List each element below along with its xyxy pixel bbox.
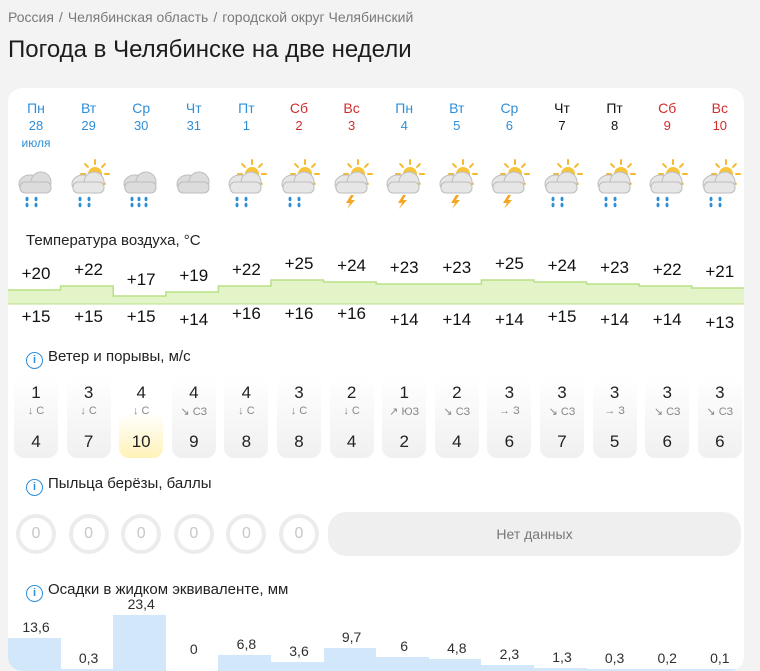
- temperature-max: +23: [389, 258, 419, 277]
- wind-gust: 6: [715, 432, 725, 451]
- precipitation-bar: [218, 655, 271, 671]
- wind-speed: 4: [189, 383, 199, 402]
- wind-speed: 4: [136, 383, 146, 402]
- wind-speed: 3: [83, 383, 94, 402]
- wind-direction: ↓ С: [27, 405, 45, 417]
- wind-speed: 1: [31, 383, 41, 402]
- wind-gust: 8: [241, 432, 252, 451]
- temperature-title: Температура воздуха, °C: [26, 232, 201, 249]
- temperature-max: +25: [494, 254, 524, 273]
- wind-direction: ↘ СЗ: [706, 406, 734, 418]
- temperature-min: +14: [389, 310, 419, 329]
- wind-speed: 3: [504, 383, 515, 402]
- temperature-min: +15: [547, 307, 577, 326]
- day-date: 28: [28, 118, 44, 133]
- wind-direction: → З: [604, 405, 625, 417]
- precipitation-bar: [481, 665, 534, 671]
- wind-speed: 3: [609, 383, 620, 402]
- precipitation-bar: [8, 638, 61, 671]
- precipitation-value: 2,3: [499, 646, 520, 663]
- day-of-week: Ср: [500, 100, 519, 116]
- day-of-week: Чт: [554, 100, 570, 116]
- info-icon[interactable]: i: [26, 352, 43, 369]
- day-column[interactable]: [220, 100, 272, 133]
- day-date: 10: [712, 118, 728, 133]
- temperature-min: +14: [652, 310, 682, 329]
- info-icon[interactable]: i: [26, 479, 43, 496]
- day-of-week: Вт: [80, 100, 97, 116]
- wind-direction: ↘ СЗ: [443, 406, 471, 418]
- wind-gust: 4: [452, 432, 462, 451]
- day-column[interactable]: [63, 100, 115, 133]
- day-of-week: Сб: [289, 100, 309, 116]
- breadcrumb: [8, 9, 413, 25]
- day-of-week: Вс: [711, 100, 728, 116]
- cloud-heavy-rain-icon: [115, 158, 167, 210]
- day-date: 3: [347, 118, 356, 133]
- precipitation-bar: [271, 662, 324, 671]
- info-icon[interactable]: i: [26, 585, 43, 602]
- wind-direction: ↓ С: [80, 405, 97, 417]
- cloud-icon: [168, 158, 220, 210]
- sun-cloud-thunder-icon: [431, 158, 483, 210]
- precipitation-bar: [324, 648, 377, 671]
- precipitation-value: 23,4: [127, 595, 155, 612]
- day-of-week: Пн: [395, 100, 414, 116]
- pollen-value: 0: [69, 514, 109, 554]
- day-date: 2: [295, 118, 303, 133]
- sun-cloud-rain-icon: [63, 158, 115, 210]
- precipitation-value: 0,3: [78, 650, 99, 666]
- sun-cloud-rain-icon: [273, 158, 325, 210]
- temperature-max: +19: [179, 266, 209, 285]
- wind-direction: ↘ СЗ: [548, 406, 576, 418]
- temperature-min: +15: [21, 307, 51, 326]
- precipitation-value: 9,7: [341, 628, 362, 645]
- pollen-title-label: Пыльца берёзы, баллы: [48, 475, 212, 492]
- precipitation-value: 13,6: [22, 619, 50, 636]
- temperature-min: +14: [600, 310, 630, 329]
- wind-direction: ↓ С: [290, 405, 308, 417]
- breadcrumb-district[interactable]: городской округ Челябинский: [222, 9, 414, 25]
- wind-gust: 9: [189, 432, 199, 451]
- sun-cloud-thunder-icon: [326, 158, 378, 210]
- precipitation-bar: [376, 657, 429, 671]
- wind-speed: 2: [346, 383, 357, 402]
- wind-gust: 7: [557, 432, 567, 451]
- pollen-value: 0: [174, 514, 214, 554]
- precipitation-value: 3,6: [289, 643, 309, 660]
- temperature-min: +15: [126, 307, 156, 326]
- day-of-week: Ср: [132, 100, 151, 116]
- day-column[interactable]: [115, 100, 167, 133]
- sun-cloud-rain-icon: [220, 158, 272, 210]
- day-of-week: Пт: [238, 100, 255, 116]
- precipitation-value: 0,1: [710, 650, 730, 666]
- precipitation-value: 6: [400, 637, 409, 654]
- precipitation-value: 0,2: [657, 650, 677, 666]
- temperature-min: +15: [74, 307, 104, 326]
- wind-direction: ↓ С: [132, 405, 150, 417]
- precipitation-value: 4,8: [447, 640, 467, 657]
- temperature-max: +22: [231, 260, 261, 279]
- temperature-min: +14: [494, 310, 524, 329]
- wind-direction: ↘ СЗ: [653, 406, 681, 418]
- temperature-max: +24: [337, 256, 367, 275]
- day-date: 5: [453, 118, 461, 133]
- sun-cloud-rain-icon: [694, 158, 744, 210]
- wind-speed: 3: [557, 383, 567, 402]
- day-column[interactable]: [536, 100, 588, 133]
- day-column[interactable]: [273, 100, 325, 133]
- wind-gust: 6: [662, 432, 672, 451]
- temperature-min: +16: [337, 304, 367, 323]
- day-column[interactable]: [326, 100, 378, 133]
- day-column[interactable]: [10, 100, 62, 150]
- temperature-min: +16: [284, 304, 314, 323]
- wind-speed: 3: [294, 383, 304, 402]
- wind-speed: 4: [241, 383, 252, 402]
- day-column[interactable]: [483, 100, 535, 133]
- precipitation-value: 1,3: [552, 648, 572, 665]
- precipitation-value: 0: [189, 641, 198, 657]
- wind-direction: → З: [499, 405, 520, 417]
- day-date: 1: [242, 118, 250, 133]
- temperature-max: +24: [547, 256, 577, 275]
- forecast-card: [8, 88, 744, 671]
- day-column[interactable]: [694, 100, 744, 133]
- sun-cloud-thunder-icon: [483, 158, 535, 210]
- precipitation-title-label: Осадки в жидком эквиваленте, мм: [48, 581, 289, 598]
- day-date: 31: [186, 118, 202, 133]
- day-column[interactable]: [641, 100, 693, 133]
- pollen-title: [26, 475, 212, 496]
- day-date: 4: [400, 118, 408, 133]
- sun-cloud-thunder-icon: [378, 158, 430, 210]
- temperature-min: +16: [231, 304, 261, 323]
- temperature-max: +20: [21, 264, 51, 283]
- day-column[interactable]: [431, 100, 483, 133]
- temperature-max: +23: [442, 258, 472, 277]
- temperature-max: +23: [600, 258, 630, 277]
- temperature-max: +21: [705, 262, 735, 281]
- wind-direction: ↓ С: [343, 405, 360, 417]
- cloud-rain-icon: [10, 158, 62, 210]
- pollen-value: 0: [279, 514, 319, 554]
- temperature-max: +17: [126, 270, 156, 289]
- day-date: 7: [558, 118, 566, 133]
- day-of-week: Вс: [343, 100, 360, 116]
- wind-gust: 7: [83, 432, 94, 451]
- day-date: 8: [610, 118, 619, 133]
- sun-cloud-rain-icon: [589, 158, 641, 210]
- day-month: июля: [21, 136, 51, 150]
- day-of-week: Пт: [606, 100, 623, 116]
- day-column[interactable]: [589, 100, 641, 133]
- day-column[interactable]: [168, 100, 220, 133]
- wind-speed: 2: [452, 383, 462, 402]
- precipitation-value: 6,8: [236, 635, 257, 652]
- day-date: 30: [133, 118, 149, 133]
- page-title: Погода в Челябинске на две недели: [8, 36, 412, 63]
- breadcrumb-separator: /: [213, 9, 218, 25]
- temperature-max: +22: [74, 260, 104, 279]
- pollen-no-data: Нет данных: [328, 512, 741, 556]
- wind-direction: ↓ С: [238, 405, 255, 417]
- wind-direction: ↗ ЮЗ: [389, 406, 420, 418]
- wind-gust: 6: [504, 432, 515, 451]
- day-of-week: Вт: [449, 100, 465, 116]
- wind-title: [26, 348, 191, 369]
- day-of-week: Сб: [658, 100, 677, 116]
- wind-speed: 1: [399, 383, 409, 402]
- pollen-value: 0: [16, 514, 56, 554]
- day-of-week: Пн: [27, 100, 45, 116]
- breadcrumb-russia[interactable]: Россия: [8, 9, 54, 25]
- wind-gust: 8: [294, 432, 304, 451]
- day-date: 9: [663, 118, 671, 133]
- precipitation-bar: [113, 615, 166, 671]
- precipitation-value: 0,3: [604, 650, 625, 666]
- wind-title-label: Ветер и порывы, м/с: [48, 348, 191, 365]
- wind-gust: 2: [399, 432, 409, 451]
- temperature-min: +14: [179, 310, 209, 329]
- breadcrumb-separator: /: [58, 9, 63, 25]
- day-date: 6: [505, 118, 513, 133]
- temperature-max: +22: [652, 260, 682, 279]
- pollen-value: 0: [121, 514, 161, 554]
- pollen-value: 0: [226, 514, 266, 554]
- sun-cloud-rain-icon: [536, 158, 588, 210]
- sun-cloud-rain-icon: [641, 158, 693, 210]
- wind-gust: 10: [131, 432, 151, 451]
- day-column[interactable]: [378, 100, 430, 133]
- wind-gust: 5: [609, 432, 620, 451]
- day-of-week: Чт: [185, 100, 202, 116]
- temperature-min: +13: [705, 313, 735, 332]
- wind-gust: 4: [346, 432, 357, 451]
- wind-speed: 3: [715, 383, 725, 402]
- temperature-min: +14: [442, 310, 472, 329]
- day-date: 29: [81, 118, 96, 133]
- temperature-max: +25: [284, 254, 314, 273]
- wind-direction: ↘ СЗ: [180, 406, 208, 418]
- wind-speed: 3: [662, 383, 672, 402]
- breadcrumb-region[interactable]: Челябинская область: [67, 9, 209, 25]
- wind-gust: 4: [31, 432, 41, 451]
- precipitation-bar: [429, 659, 482, 671]
